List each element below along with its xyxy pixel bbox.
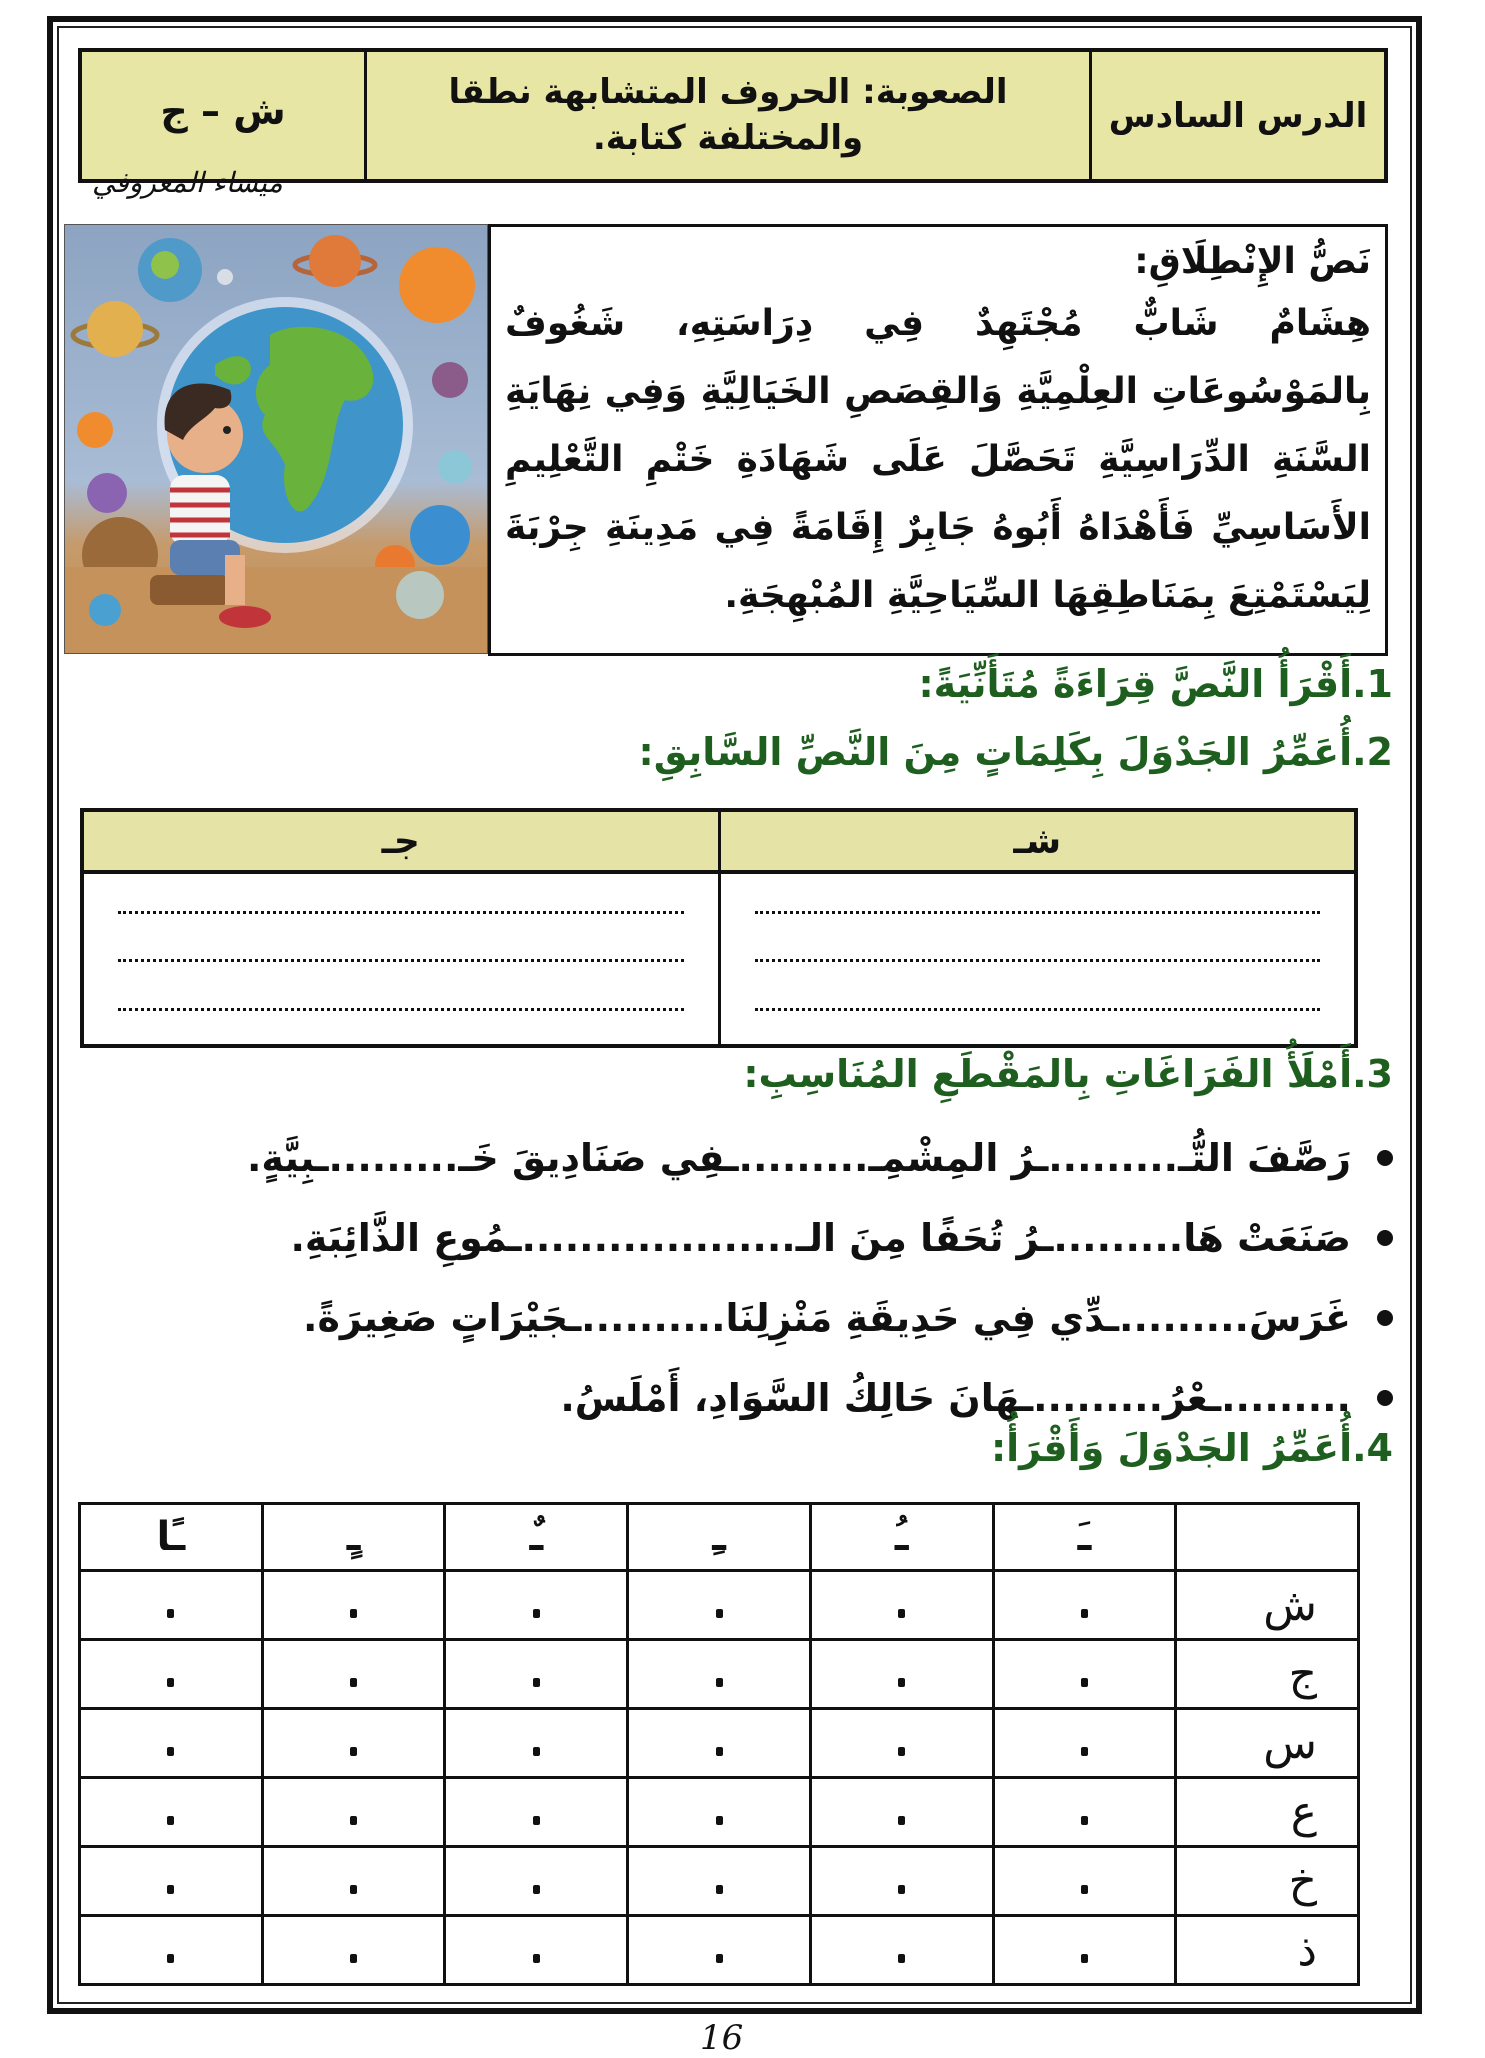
answer-cell[interactable]: [993, 1571, 1176, 1640]
answer-cell[interactable]: [445, 1640, 628, 1709]
page-number: 16: [700, 2018, 744, 2058]
answer-cell[interactable]: [810, 1571, 993, 1640]
table-row: [80, 1916, 1359, 1985]
answer-cell[interactable]: [810, 1916, 993, 1985]
sentence-text: صَنَعَتْ هَا.........ـرُ تُحَفًا مِنَ الـ...................ـمُوعِ الذَّائِبَةِ.: [290, 1216, 1351, 1260]
diacritics-header-row: [80, 1504, 1359, 1571]
fill-in-sentences: [247, 1118, 1393, 1438]
target-letters: ش – ج: [160, 88, 286, 133]
answer-cell[interactable]: [80, 1847, 263, 1916]
planet-purple-left: [87, 473, 127, 513]
answer-cell[interactable]: [262, 1640, 445, 1709]
answer-cell[interactable]: [810, 1640, 993, 1709]
planet-teal: [438, 450, 472, 484]
answer-cell[interactable]: [80, 1709, 263, 1778]
boy-shoes: [219, 606, 271, 628]
answer-line[interactable]: [755, 959, 1321, 962]
exercise-2-number: 2.: [1352, 730, 1393, 774]
answer-cell[interactable]: [993, 1916, 1176, 1985]
header-cell-fatha: ـَ: [993, 1504, 1176, 1571]
answer-cell[interactable]: [628, 1571, 811, 1640]
planet-orange-large: [399, 247, 475, 323]
answer-line[interactable]: [118, 911, 684, 914]
sentence-item[interactable]: [247, 1198, 1393, 1278]
answer-cell[interactable]: [628, 1847, 811, 1916]
answer-line[interactable]: [118, 959, 684, 962]
answer-cell[interactable]: [80, 1640, 263, 1709]
exercise-3-instruction: [743, 1052, 1393, 1096]
row-letter: خ: [1176, 1847, 1359, 1916]
header-cell-dammatan: ـٌ: [445, 1504, 628, 1571]
answer-cell[interactable]: [262, 1571, 445, 1640]
answer-cell[interactable]: [993, 1709, 1176, 1778]
column-header-jim: جـ: [84, 812, 718, 874]
table-row: [80, 1709, 1359, 1778]
letters-cell: [82, 52, 364, 199]
exercise-3-text: أَمْلَأُ الفَرَاغَاتِ بِالمَقْطَعِ المُنَاسِبِ:: [743, 1052, 1353, 1096]
exercise-3-number: 3.: [1352, 1052, 1393, 1096]
answer-cell[interactable]: [445, 1916, 628, 1985]
table-row: [80, 1571, 1359, 1640]
table-row: [80, 1778, 1359, 1847]
sentence-item[interactable]: [247, 1278, 1393, 1358]
exercise-1-instruction: [918, 662, 1393, 706]
lesson-header-table: [78, 48, 1388, 199]
answer-cell[interactable]: [993, 1640, 1176, 1709]
row-letter: س: [1176, 1709, 1359, 1778]
row-letter: ج: [1176, 1640, 1359, 1709]
row-letter: ع: [1176, 1778, 1359, 1847]
answer-cell[interactable]: [628, 1709, 811, 1778]
planet-purple-right: [432, 362, 468, 398]
bullet-icon: [1377, 1390, 1393, 1406]
answer-cell[interactable]: [262, 1847, 445, 1916]
stool: [150, 575, 230, 605]
answer-cell[interactable]: [262, 1778, 445, 1847]
column-body-shin: [721, 874, 1355, 1044]
answer-cell[interactable]: [262, 1709, 445, 1778]
answer-line[interactable]: [755, 911, 1321, 914]
words-table: [80, 808, 1358, 1048]
planet-on-floor: [89, 594, 121, 626]
header-cell-kasra: ـِ: [628, 1504, 811, 1571]
answer-cell[interactable]: [445, 1709, 628, 1778]
difficulty-line-1: الصعوبة: الحروف المتشابهة نطقا: [448, 71, 1008, 112]
exercise-4-number: 4.: [1352, 1426, 1393, 1470]
exercise-2-instruction: [639, 730, 1394, 774]
answer-cell[interactable]: [80, 1916, 263, 1985]
header-cell-fathatan: ـًا: [80, 1504, 263, 1571]
row-letter: ذ: [1176, 1916, 1359, 1985]
boy-legs: [225, 555, 245, 605]
bullet-icon: [1377, 1150, 1393, 1166]
exercise-1-number: 1.: [1352, 662, 1393, 706]
passage-title: نَصُّ الإِنْطِلَاقِ:: [1134, 241, 1371, 282]
starting-text-box: [488, 224, 1388, 656]
bullet-icon: [1377, 1310, 1393, 1326]
words-column-shin: [721, 812, 1355, 1044]
table-row: [80, 1640, 1359, 1709]
answer-cell[interactable]: [80, 1778, 263, 1847]
diacritics-table: [78, 1502, 1360, 1986]
author-signature: ميساء المعروفي: [92, 166, 283, 199]
sentence-text: رَصَّفَ التُّـ.........ـرُ المِشْمِـ.........ـفِي صَنَادِيقَ خَـ.........ـبِيَّةٍ.: [246, 1136, 1351, 1180]
words-column-jim: [84, 812, 721, 1044]
bullet-icon: [1377, 1230, 1393, 1246]
row-letter: ش: [1176, 1571, 1359, 1640]
lesson-title: الدرس السادس: [1089, 52, 1384, 179]
answer-cell[interactable]: [628, 1640, 811, 1709]
answer-cell[interactable]: [628, 1916, 811, 1985]
illustration-boy-earth: [64, 224, 488, 654]
answer-cell[interactable]: [445, 1571, 628, 1640]
boy-eye: [223, 426, 231, 434]
difficulty-title: [364, 52, 1089, 179]
header-cell-damma: ـُ: [810, 1504, 993, 1571]
planet-saturn: [87, 301, 143, 357]
difficulty-line-2: والمختلفة كتابة.: [592, 117, 864, 158]
exercise-1-text: أَقْرَأُ النَّصَّ قِرَاءَةً مُتَأَنِّيَةً:: [918, 662, 1353, 706]
answer-line[interactable]: [755, 1008, 1321, 1011]
planet-ringed-orange: [309, 235, 361, 287]
answer-cell[interactable]: [810, 1847, 993, 1916]
exercise-2-text: أُعَمِّرُ الجَدْوَلَ بِكَلِمَاتٍ مِنَ النَّصِّ السَّابِقِ:: [638, 730, 1353, 774]
header-cell-kasratan: ـٍ: [262, 1504, 445, 1571]
answer-cell[interactable]: [810, 1709, 993, 1778]
header-cell-empty: [1176, 1504, 1359, 1571]
illustration-svg: [65, 225, 488, 654]
answer-line[interactable]: [118, 1008, 684, 1011]
answer-cell[interactable]: [80, 1571, 263, 1640]
answer-cell[interactable]: [810, 1778, 993, 1847]
column-header-shin: شـ: [721, 812, 1355, 874]
exercise-4-text: أُعَمِّرُ الجَدْوَلَ وَأَقْرَأُ:: [990, 1426, 1353, 1470]
planet-earthlike-land: [151, 251, 179, 279]
passage-text: هِشَامٌ شَابٌّ مُجْتَهِدٌ فِي دِرَاسَتِهِ، شَغُوفٌ بِالمَوْسُوعَاتِ العِلْمِيَّةِ وَالقِصَصِ الخَيَالِيَّةِ وَفِي نِهَايَةِ السَّنَةِ الدِّرَاسِيَّةِ تَحَصَّلَ عَلَى شَهَادَةِ خَتْمِ التَّعْلِيمِ الأَسَاسِيِّ فَأَهْدَاهُ أَبُوهُ جَابِرٌ إِقَامَةً فِي مَدِينَةِ جِرْبَةَ لِيَسْتَمْتِعَ بِمَنَاطِقِهَا السِّيَاحِيَّةِ المُبْهِجَةِ.: [505, 303, 1371, 616]
exercise-4-instruction: [991, 1426, 1393, 1470]
sentence-text: .........ـعْرُ.........ـهَانَ حَالِكُ السَّوَادِ، أَمْلَسُ.: [560, 1376, 1351, 1420]
sentence-text: غَرَسَ.........ـدِّي فِي حَدِيقَةِ مَنْزِلِنَا..........ـجَيْرَاتٍ صَغِيرَةً.: [303, 1296, 1351, 1340]
small-moon: [217, 269, 233, 285]
answer-cell[interactable]: [628, 1778, 811, 1847]
answer-cell[interactable]: [262, 1916, 445, 1985]
sentence-item[interactable]: [247, 1118, 1393, 1198]
answer-cell[interactable]: [445, 1778, 628, 1847]
answer-cell[interactable]: [445, 1847, 628, 1916]
planet-blue-green: [410, 505, 470, 565]
answer-cell[interactable]: [993, 1847, 1176, 1916]
answer-cell[interactable]: [993, 1778, 1176, 1847]
planet-orange-left: [77, 412, 113, 448]
globe-on-floor: [396, 571, 444, 619]
table-row: [80, 1847, 1359, 1916]
column-body-jim: [84, 874, 718, 1044]
